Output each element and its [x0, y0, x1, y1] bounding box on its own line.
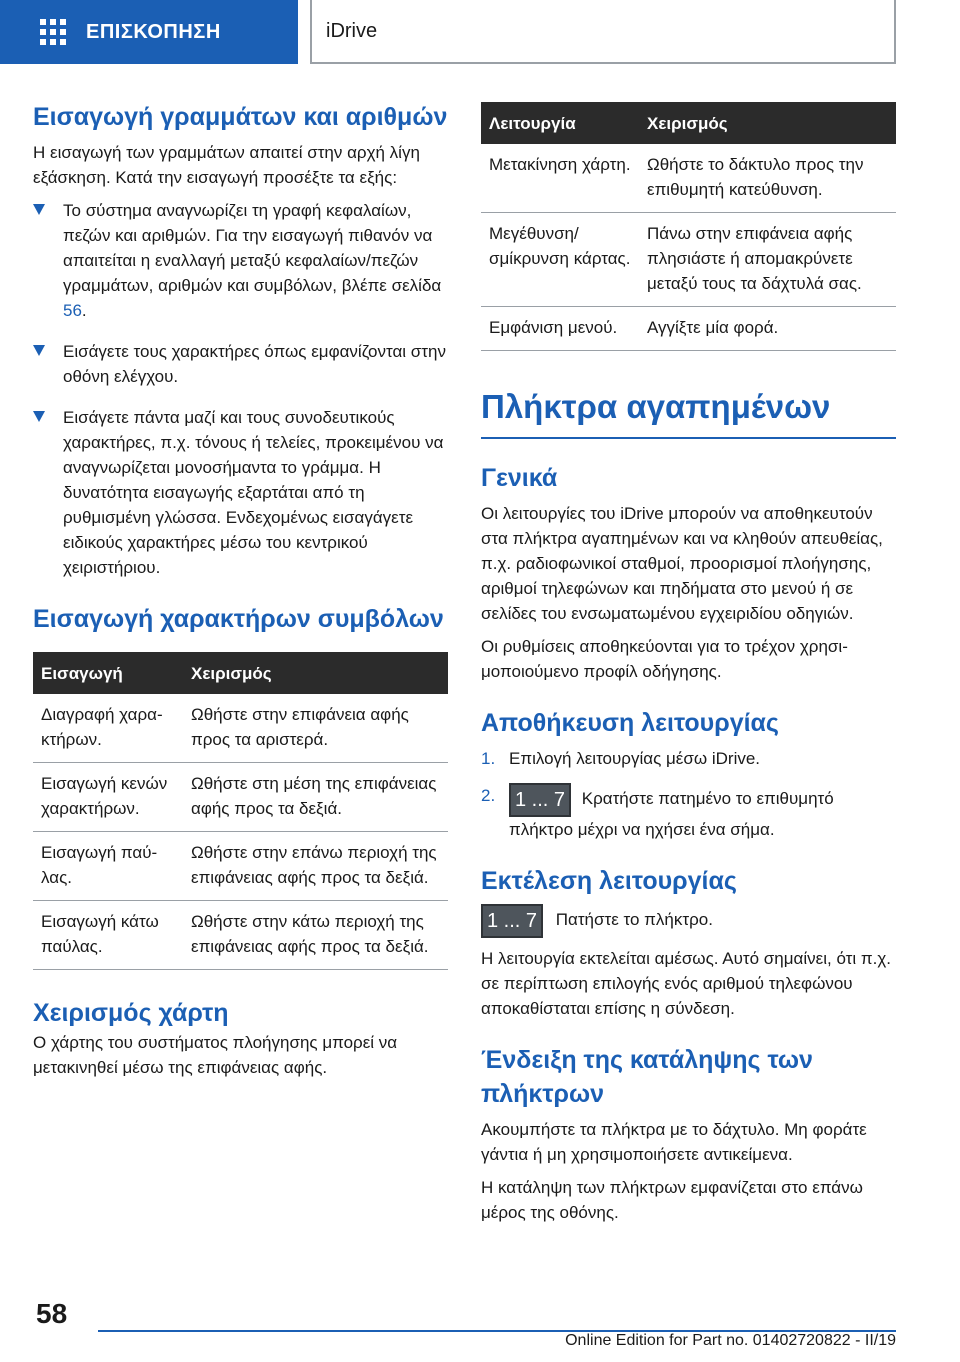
- map-paragraph: Ο χάρτης του συστήματος πλοήγησης μπορεί να μετακινηθεί μέσω της επιφάνειας αφής.: [33, 1033, 398, 1077]
- table-cell: Μετακίνηση χάρτη.: [481, 144, 639, 213]
- step-item: [481, 746, 896, 771]
- save-steps: [481, 746, 896, 842]
- heading-key-indication: Ένδειξη της κατάληψης των πλήκτρων: [481, 1046, 813, 1108]
- section-title: ΕΠΙΣΚΟΠΗΣΗ: [86, 20, 221, 43]
- table-cell: Μεγέθυνση/ σμίκρυνση κάρτας.: [481, 213, 639, 307]
- table-row: [33, 763, 448, 832]
- execute-paragraph: Η λειτουργία εκτελείται αμέσως. Αυτό σημαίνει, ότι π.χ. σε περίπτωση επιλογής ενός αριθμού τηλεφώνου αποκαθίσταται επίσης η σύνδεση.: [481, 949, 891, 1018]
- list-item: [33, 405, 448, 580]
- table-cell: Διαγραφή χαρακτήρων.: [33, 694, 183, 763]
- table-row: [481, 144, 896, 213]
- heading-favorites: Πλήκτρα αγαπημένων: [481, 385, 896, 439]
- symbols-table: [33, 652, 448, 970]
- triangle-bullet-icon: [33, 345, 45, 356]
- table-header-row: [481, 102, 896, 144]
- table-row: [481, 213, 896, 307]
- table-row: [33, 694, 448, 763]
- table-cell: Ωθήστε το δάκτυλο προς την επιθυμητή κατεύθυνση.: [639, 144, 896, 213]
- heading-execute: Εκτέλεση λειτουργίας: [481, 867, 737, 895]
- step-number: 1.: [481, 749, 496, 768]
- table-header-cell: Χειρισμός: [183, 652, 448, 694]
- table-cell: Πάνω στην επιφάνεια αφής πλησιάστε ή απομακρύνετε μεταξύ τους τα δάχτυλά σας.: [639, 213, 896, 307]
- map-table: [481, 102, 896, 351]
- page-number: 58: [36, 1298, 68, 1329]
- heading-letters-numbers: Εισαγωγή γραμμάτων και αριθμών: [33, 103, 448, 131]
- grid-menu-icon: [40, 19, 66, 45]
- table-cell: Εισαγωγή παύλας.: [33, 832, 183, 901]
- list-item-text: Εισάγετε τους χαρακτήρες όπως εμφανίζονται στην οθόνη ελέγχου.: [63, 342, 446, 386]
- heading-save: Αποθήκευση λειτουργίας: [481, 709, 779, 737]
- right-column: [481, 100, 896, 1225]
- step-text: Κρατήστε πατημένο το επιθυμητό πλήκτρο μέχρι να ηχήσει ένα σήμα.: [509, 789, 834, 839]
- table-header-cell: Χειρισμός: [639, 102, 896, 144]
- execute-key-text: Πατήστε το πλήκτρο.: [555, 910, 713, 930]
- table-row: [33, 832, 448, 901]
- step-number: 2.: [481, 786, 496, 805]
- left-column: [33, 100, 448, 1080]
- list-item-text: Το σύστημα αναγνωρίζει τη γραφή κεφαλαίων, πεζών και αριθμών. Για την εισαγωγή πιθανόν να απαιτείται η εναλλαγή μεταξύ κεφαλαίων/πεζών γραμμάτων, αριθμών και συμβόλων, βλέπε σελίδα: [63, 201, 442, 295]
- heading-symbols: Εισαγωγή χαρακτήρων συμβόλων: [33, 605, 444, 633]
- footer-edition[interactable]: Online Edition for Part no. 01402720822 - II/19: [565, 1332, 896, 1349]
- breadcrumb[interactable]: iDrive: [310, 0, 896, 64]
- indication-paragraph-1: Ακουμπήστε τα πλήκτρα με το δάχτυλο. Μη φοράτε γάντια ή μη χρησιμοποιήσετε αντικείμενα.: [481, 1120, 867, 1164]
- table-header-cell: Εισαγωγή: [33, 652, 183, 694]
- general-paragraph-1: Οι λειτουργίες του iDrive μπορούν να αποθηκευτούν στα πλήκτρα αγαπημένων και να κληθούν απευθείας, π.χ. ραδιοφωνικοί σταθμοί, προορισμοί πλοήγησης, αριθμοί τηλεφώνων και πηδήματα στο μενού ή σε σελίδες του ενσωματωμένου εγχειριδίου οδηγιών.: [481, 504, 883, 623]
- favorite-key-icon: 1 ... 7: [481, 904, 543, 938]
- page-link[interactable]: 56: [63, 301, 82, 320]
- table-cell: Ωθήστε στην επάνω περιοχή της επιφάνειας αφής προς τα δεξιά.: [183, 832, 448, 901]
- table-cell: Εισαγωγή κάτω παύλας.: [33, 901, 183, 970]
- table-row: [33, 901, 448, 970]
- table-cell: Ωθήστε στην επιφάνεια αφής προς τα αριστερά.: [183, 694, 448, 763]
- list-item-text: Εισάγετε πάντα μαζί και τους συνοδευτικούς χαρακτήρες, π.χ. τόνους ή τελείες, προκειμένου να αναγνωρίζεται μονοσήμαντα το γράμμα. Η δυνατότητα εισαγωγής εξαρτάται από τη ρυθμισμένη γλώσσα. Ενδεχομένως εισαγάγετε ειδικούς χαρακτήρες μέσω του κεντρικού χειριστήριου.: [63, 408, 444, 577]
- list-item: [33, 339, 448, 389]
- step-text: Επιλογή λειτουργίας μέσω iDrive.: [509, 749, 761, 768]
- tips-list: [33, 198, 448, 580]
- table-cell: Εισαγωγή κενών χαρακτήρων.: [33, 763, 183, 832]
- table-row: [481, 307, 896, 351]
- table-cell: Ωθήστε στη μέση της επιφάνειας αφής προς τα δεξιά.: [183, 763, 448, 832]
- table-cell: Ωθήστε στην κάτω περιοχή της επιφάνειας αφής προς τα δεξιά.: [183, 901, 448, 970]
- heading-general: Γενικά: [481, 464, 558, 492]
- section-tab[interactable]: [0, 0, 298, 64]
- favorite-key-icon: 1 ... 7: [509, 783, 571, 817]
- table-header-row: [33, 652, 448, 694]
- table-header-cell: Λειτουργία: [481, 102, 639, 144]
- step-item: [481, 783, 896, 842]
- triangle-bullet-icon: [33, 204, 45, 215]
- list-item: [33, 198, 448, 323]
- execute-key-line: [481, 904, 896, 938]
- indication-paragraph-2: Η κατάληψη των πλήκτρων εμφανίζεται στο επάνω μέρος της οθόνης.: [481, 1178, 863, 1222]
- heading-map: Χειρισμός χάρτη: [33, 999, 229, 1027]
- intro-paragraph: Η εισαγωγή των γραμμάτων απαιτεί στην αρχή λίγη εξάσκηση. Κατά την εισαγωγή προσέξτε τα εξής:: [33, 143, 420, 187]
- triangle-bullet-icon: [33, 411, 45, 422]
- general-paragraph-2: Οι ρυθμίσεις αποθηκεύονται για το τρέχον χρησιμοποιούμενο προφίλ οδήγησης.: [481, 637, 848, 681]
- table-cell: Εμφάνιση μενού.: [481, 307, 639, 351]
- list-item-suffix: .: [81, 301, 87, 320]
- table-cell: Αγγίξτε μία φορά.: [639, 307, 896, 351]
